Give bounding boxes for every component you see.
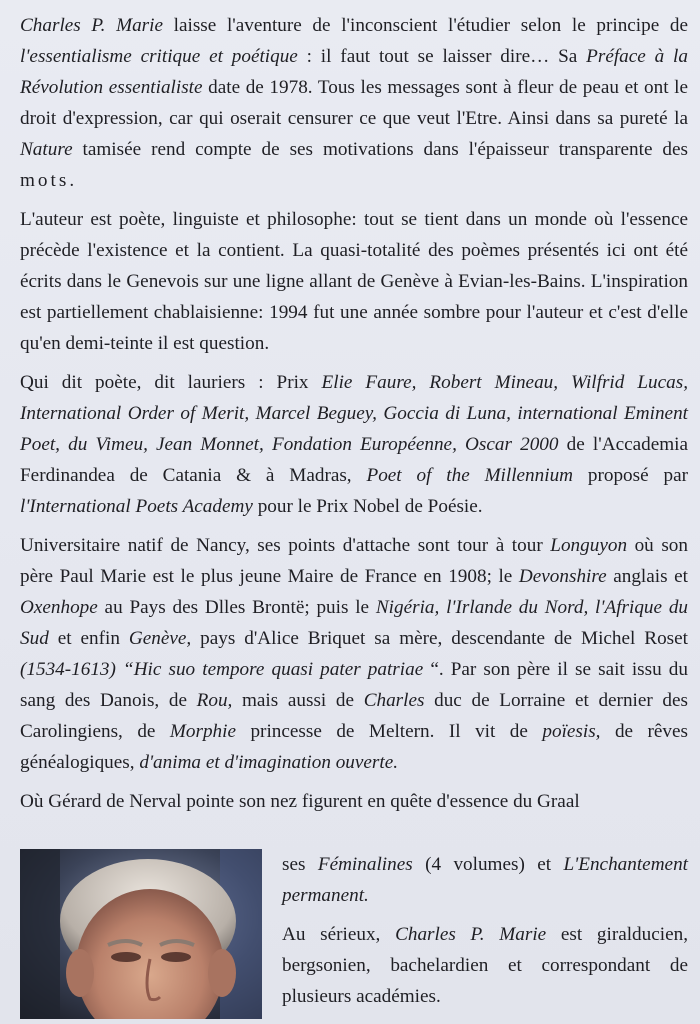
paragraph-intro: [20, 10, 688, 196]
text-run: L'Enchantement permanent.: [282, 854, 689, 906]
text-run: de l'Accademia Ferdinandea de Catania & à Madras,: [20, 434, 688, 486]
text-run: Universitaire natif de Nancy, ses points d'attache sont tour à tour: [20, 535, 551, 556]
text-run: Nature: [20, 139, 73, 160]
text-run: mais aussi de: [232, 690, 364, 711]
text-run: poïesis,: [542, 721, 601, 742]
text-run: laisse l'aventure de l'inconscient l'étudier selon le principe de: [163, 15, 689, 36]
text-run: pour le Prix Nobel de Poésie.: [252, 496, 483, 517]
text-run: Devonshire: [518, 566, 607, 587]
paragraph-academies: [282, 919, 688, 1012]
text-run: (4 volumes) et: [412, 854, 564, 875]
text-run: Morphie: [169, 721, 236, 742]
text-run: Qui dit poète, dit lauriers : Prix: [20, 372, 322, 393]
paragraph-author: [20, 204, 688, 359]
text-run: Poet of the Millennium: [366, 465, 574, 486]
paragraph-biography: [20, 530, 688, 778]
text-run: au Pays des Dlles Brontë; puis le: [97, 597, 376, 618]
text-run: Féminalines: [317, 854, 413, 875]
text-run: Elie Faure, Robert Mineau, Wilfrid Lucas, International Order of Merit, Marcel Beguey, Goccia di Luna, international Eminent Poet, du Vimeu, Jean Monnet, Fondation Européenne, Oscar 2000: [20, 372, 689, 455]
paragraph-nerval: [20, 786, 688, 817]
text-run: ses: [282, 854, 318, 875]
text-run: duc de Lorraine et dernier des Carolingiens, de: [20, 690, 688, 742]
side-text-column: [282, 849, 688, 1020]
text-run: Charles: [363, 690, 425, 711]
text-run: pays d'Alice Briquet sa mère, descendante de Michel Roset: [191, 628, 689, 649]
text-run: Charles P. Marie: [395, 924, 547, 945]
text-run: Longuyon: [550, 535, 628, 556]
text-run: mots: [20, 170, 70, 191]
text-run: de rêves généalogiques,: [20, 721, 689, 773]
text-run: Nigéria, l'Irlande du Nord, l'Afrique du Sud: [20, 597, 689, 649]
text-run: et enfin: [48, 628, 129, 649]
text-run: anglais et: [606, 566, 689, 587]
text-run: L'auteur est poète, linguiste et philosophe: tout se tient dans un monde où l'essence précède l'existence et la contient. La quasi-totalité des poèmes présentés ici ont été écrits dans le Genevois sur une ligne allant de Genève à Evian-les-Bains. L'inspiration est partiellement chablaisienne: 1994 fut une année sombre pour l'auteur et c'est d'elle qu'en demi-teinte il est question.: [20, 209, 688, 354]
text-run: date de 1978. Tous les messages sont à fleur de peau et ont le droit d'expression, car qui oserait censurer ce que veut l'Etre. Ainsi dans sa pureté la: [20, 77, 688, 129]
text-run: est giralducien, bergsonien, bachelardien et correspondant de plusieurs académies.: [282, 924, 688, 1007]
text-run: (1534-1613) “Hic suo tempore quasi pater patriae: [20, 659, 424, 680]
text-run: .: [69, 170, 75, 191]
text-run: Genève,: [128, 628, 192, 649]
paragraph-works: [282, 849, 688, 911]
text-run: tamisée rend compte de ses motivations dans l'épaisseur transparente des: [72, 139, 688, 160]
paragraph-awards: [20, 367, 688, 522]
back-cover-text: [20, 10, 688, 1017]
text-run: où son père Paul Marie est le plus jeune Maire de France en 1908; le: [20, 535, 688, 587]
text-run: : il faut tout se laisser dire… Sa: [297, 46, 587, 67]
text-run: Rou,: [196, 690, 233, 711]
text-run: Où Gérard de Nerval pointe son nez figurent en quête d'essence du Graal: [20, 791, 580, 812]
photo-and-text-block: [20, 817, 688, 1017]
text-run: “. Par son père il se sait issu du sang des Danois, de: [20, 659, 688, 711]
text-run: Préface à la Révolution essentialiste: [20, 46, 688, 98]
text-run: princesse de Meltern. Il vit de: [236, 721, 543, 742]
text-run: Charles P. Marie: [20, 15, 164, 36]
text-run: proposé par: [573, 465, 688, 486]
text-run: d'anima et d'imagination ouverte.: [139, 752, 399, 773]
text-run: Au sérieux,: [282, 924, 396, 945]
text-run: Oxenhope: [20, 597, 98, 618]
text-run: l'essentialisme critique et poétique: [20, 46, 298, 67]
author-portrait-photo: [20, 849, 262, 1019]
text-run: l'International Poets Academy: [20, 496, 253, 517]
